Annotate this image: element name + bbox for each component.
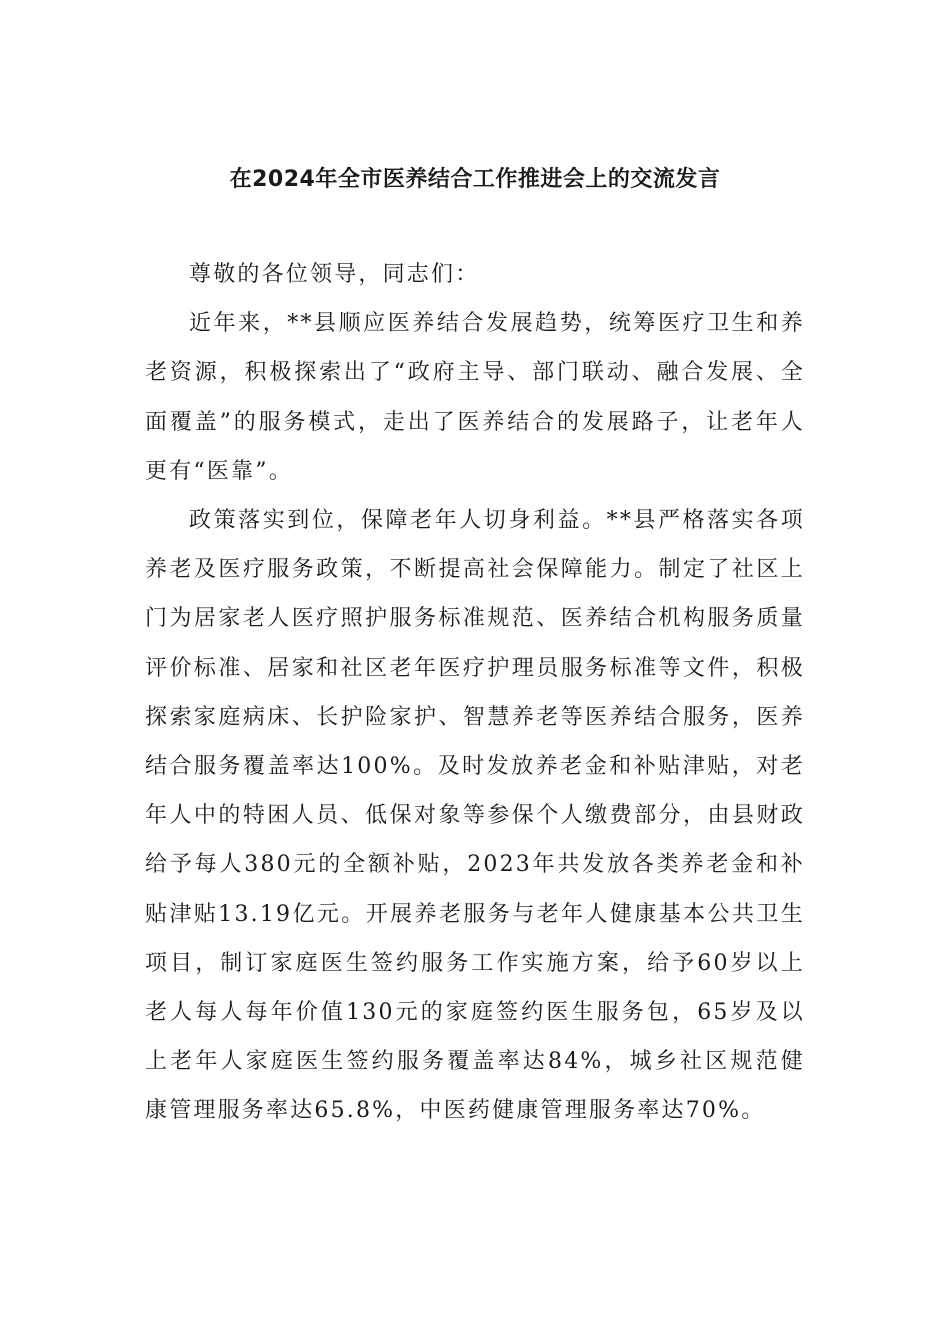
document-body (145, 250, 805, 1136)
salutation: 尊敬的各位领导，同志们： (189, 262, 480, 287)
document-title: 在2024年全市医养结合工作推进会上的交流发言 (229, 167, 721, 192)
paragraph-intro: 近年来，**县顺应医养结合发展趋势，统筹医疗卫生和养老资源，积极探索出了“政府主导、部门联动、融合发展、全面覆盖”的服务模式，走出了医养结合的发展路子，让老年人更有“医靠”。 (145, 311, 805, 484)
paragraph-policy: 政策落实到位，保障老年人切身利益。**县严格落实各项养老及医疗服务政策，不断提高社会保障能力。制定了社区上门为居家老人医疗照护服务标准规范、医养结合机构服务质量评价标准、居家和社区老年医疗护理员服务标准等文件，积极探索家庭病床、长护险家护、智慧养老等医养结合服务，医养结合服务覆盖率达100%。及时发放养老金和补贴津贴，对老年人中的特困人员、低保对象等参保个人缴费部分，由县财政给予每人380元的全额补贴，2023年共发放各类养老金和补贴津贴13.19亿元。开展养老服务与老年人健康基本公共卫生项目，制订家庭医生签约服务工作实施方案，给予60岁以上老人每人每年价值130元的家庭签约医生服务包，65岁及以上老年人家庭医生签约服务覆盖率达84%，城乡社区规范健康管理服务率达65.8%，中医药健康管理服务率达70%。 (145, 508, 805, 1124)
